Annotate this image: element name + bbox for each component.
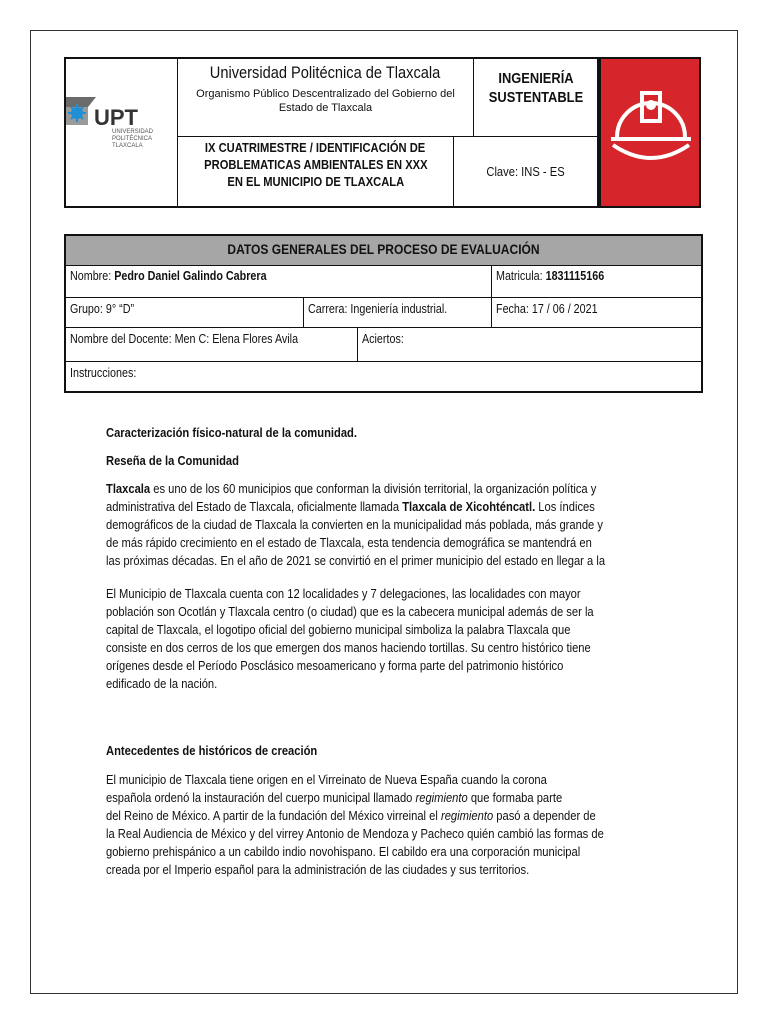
evaluation-data-table [64,234,703,393]
aciertos-field: Aciertos: [362,332,404,346]
logo-text: UPT [94,105,138,130]
evaluation-table-title: DATOS GENERALES DEL PROCESO DE EVALUACIÓN [66,236,701,266]
paragraph-antecedentes: El municipio de Tlaxcala tiene origen en el Virreinato de Nueva España cuando la corona española ordenó la instauración del cuerpo municipal llamado regimiento que formaba parte del Reino de México. A partir de la fundación del México virreinal el regimiento pasó a depender de la Real Audiencia de México y del virrey Antonio de Mendoza y Pacheco quién cambió las formas de gobierno prehispánico a un cabildo indio novohispano. El cabildo era una corporación municipal creada por el Imperio español para la administración de las ciudades y sus territorios. [106,772,604,877]
section-heading-resena: Reseña de la Comunidad [106,453,239,468]
section-heading-caracterizacion: Caracterización físico-natural de la comunidad. [106,425,357,440]
paragraph-resena: Tlaxcala es uno de los 60 municipios que conforman la división territorial, la organización política y administrativa del Estado de Tlaxcala, oficialmente llamada Tlaxcala de Xicohténcatl. Los índices demográficos de la ciudad de Tlaxcala la convierten en la municipalidad más poblada, más grande y de más rápido crecimiento en el estado de Tlaxcala, esta tendencia demográfica se mantendrá en las próximas décadas. En el año de 2021 se convirtió en el primer municipio del estado en llegar a la [106,481,606,568]
instrucciones-field: Instrucciones: [70,366,137,380]
organism-text: Organismo Público Descentralizado del Gobierno del Estado de Tlaxcala [196,88,455,114]
grupo-field: Grupo: 9° “D” [66,298,304,327]
nombre-field: Nombre: Pedro Daniel Galindo Cabrera [66,266,492,297]
row-nombre [66,266,701,298]
logo-sub-1: UNIVERSIDAD [112,129,154,135]
fecha-field: Fecha: 17 / 06 / 2021 [496,302,598,316]
row-docente [66,328,701,362]
university-title: Universidad Politécnica de Tlaxcala [210,63,441,82]
paragraph-municipio: El Municipio de Tlaxcala cuenta con 12 localidades y 7 delegaciones, las localidades con mayor población son Ocotlán y Tlaxcala centro (o ciudad) que es la cabecera municipal además de ser la capital de Tlaxcala, el logotipo oficial del gobierno municipal simboliza la palabra Tlaxcala que consiste en dos cerros de los que emergen dos manos haciendo tortillas. Su centro histórico tiene orígenes desde el Período Posclásico mesoamericano y forma parte del patrimonio histórico edificado de la nación. [106,586,594,691]
row-grupo [66,298,701,328]
upt-logo [66,59,178,206]
course-title: IX CUATRIMESTRE / IDENTIFICACIÓN DE PROBLEMATICAS AMBIENTALES EN XXX EN EL MUNICIPIO DE TLAXCALA [178,137,454,206]
section-heading-antecedentes: Antecedentes de históricos de creación [106,743,318,758]
university-cell [178,59,474,137]
program-title: INGENIERÍA SUSTENTABLE [474,59,598,137]
clave-cell: Clave: INS - ES [454,137,598,206]
carrera-field: Carrera: Ingeniería industrial. [304,298,492,327]
row-instrucciones [66,362,701,391]
helmet-emblem-icon [598,59,699,206]
document-header [64,57,701,208]
logo-sub-2: POLITÉCNICA [112,136,153,142]
logo-sub-3: TLAXCALA [112,143,143,149]
matricula-field: Matricula: 1831115166 [496,269,605,283]
docente-field: Nombre del Docente: Men C: Elena Flores Avila [66,328,358,361]
